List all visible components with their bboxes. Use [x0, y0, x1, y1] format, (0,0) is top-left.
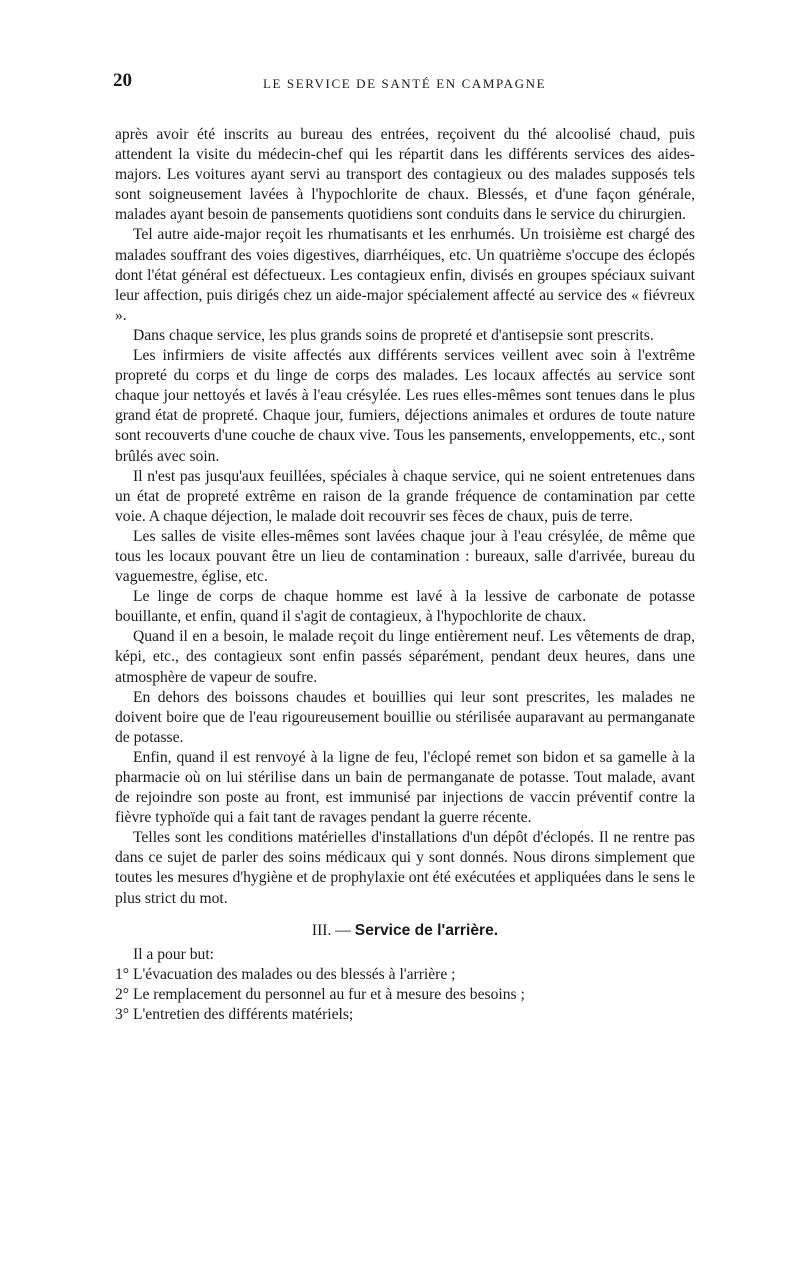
paragraph: Dans chaque service, les plus grands soins de propreté et d'antisepsie sont prescrits.	[133, 326, 654, 344]
page-number: 20	[113, 70, 132, 91]
paragraph: Tel autre aide-major reçoit les rhumatisants et les enrhumés. Un troisième est chargé des malades souffrant des voies digestives, diarrhéiques, etc. Un quatrième s'occupe des éclopés dont l'état général est défectueux. Les contagieux enfin, divisés en groupes spéciaux suivant leur affection, puis dirigés chez un aide-major spécialement affecté au service des « fiévreux ».	[115, 226, 695, 324]
paragraph: après avoir été inscrits au bureau des entrées, reçoivent du thé alcoolisé chaud, puis attendent la visite du médecin-chef qui les répartit dans les différents services des aides-majors. Les voitures ayant servi au transport des contagieux ou des malades supposés tels sont soigneusement lavées à l'hypochlorite de chaux. Blessés, et d'une façon générale, malades ayant besoin de pansements quotidiens sont conduits dans le service du chirurgien.	[115, 126, 695, 224]
objectives-list	[115, 965, 695, 1025]
running-title: LE SERVICE DE SANTÉ EN CAMPAGNE	[263, 76, 547, 91]
paragraph: Il n'est pas jusqu'aux feuillées, spéciales à chaque service, qui ne soient entretenues dans un état de propreté extrême en raison de la grande fréquence de contamination par cette voie. A chaque déjection, le malade doit recouvrir ses fèces de chaux, puis de terre.	[115, 467, 695, 525]
list-item-text: L'évacuation des malades ou des blessés à l'arrière ;	[132, 965, 456, 983]
paragraph: En dehors des boissons chaudes et bouillies qui leur sont prescrites, les malades ne doivent boire que de l'eau rigoureusement bouillie ou stérilisée auparavant au permanganate de potasse.	[115, 688, 695, 746]
section-heading	[115, 921, 695, 941]
paragraph: Les infirmiers de visite affectés aux différents services veillent avec soin à l'extrême propreté du corps et du linge de corps des malades. Les locaux affectés au service sont chaque jour nettoyés et lavés à l'eau crésylée. Les rues elles-mêmes sont tenues dans le plus grand état de propreté. Chaque jour, fumiers, déjections animales et ordures de toute nature sont recouverts d'une couche de chaux vive. Tous les pansements, enveloppements, etc., sont brûlés avec soin.	[115, 347, 695, 465]
list-item-number: 3°	[115, 1006, 130, 1024]
paragraph: Telles sont les conditions matérielles d'installations d'un dépôt d'éclopés. Il ne rentre pas dans ce sujet de parler des soins médicaux qui y sont donnés. Nous dirons simplement que toutes les mesures d'hygiène et de prophylaxie ont été exécutées et appliquées dans le sens le plus strict du mot.	[115, 829, 695, 907]
paragraph: Quand il en a besoin, le malade reçoit du linge entièrement neuf. Les vêtements de drap, képi, etc., des contagieux sont enfin passés séparément, pendant deux heures, dans une atmosphère de vapeur de soufre.	[115, 628, 695, 686]
paragraph: Les salles de visite elles-mêmes sont lavées chaque jour à l'eau crésylée, de même que tous les locaux pouvant être un lieu de contamination : bureaux, salle d'arrivée, bureau du vaguemestre, église, etc.	[115, 527, 695, 586]
list-item-number: 1°	[115, 965, 130, 983]
section-number: III. —	[311, 921, 351, 939]
list-intro: Il a pour but:	[133, 945, 214, 963]
paragraph: Le linge de corps de chaque homme est lavé à la lessive de carbonate de potasse bouillante, et enfin, quand il s'agit de contagieux, à l'hypochlorite de chaux.	[115, 588, 695, 626]
page-header	[113, 70, 695, 98]
list-item-text: L'entretien des différents matériels;	[132, 1006, 354, 1024]
list-item	[115, 1005, 695, 1025]
list-item	[115, 985, 695, 1005]
section-title: Service de l'arrière.	[354, 921, 499, 939]
list-item-number: 2°	[115, 985, 130, 1003]
paragraph: Enfin, quand il est renvoyé à la ligne de feu, l'éclopé remet son bidon et sa gamelle à la pharmacie où on lui stérilise dans un bain de permanganate de potasse. Tout malade, avant de rejoindre son poste au front, est immunisé par injections de vaccin préventif contre la fièvre typhoïde qui a fait tant de ravages pendant la guerre récente.	[115, 748, 695, 827]
body-text	[115, 125, 695, 1025]
list-item-text: Le remplacement du personnel au fur et à mesure des besoins ;	[132, 985, 525, 1003]
list-item	[115, 965, 695, 985]
